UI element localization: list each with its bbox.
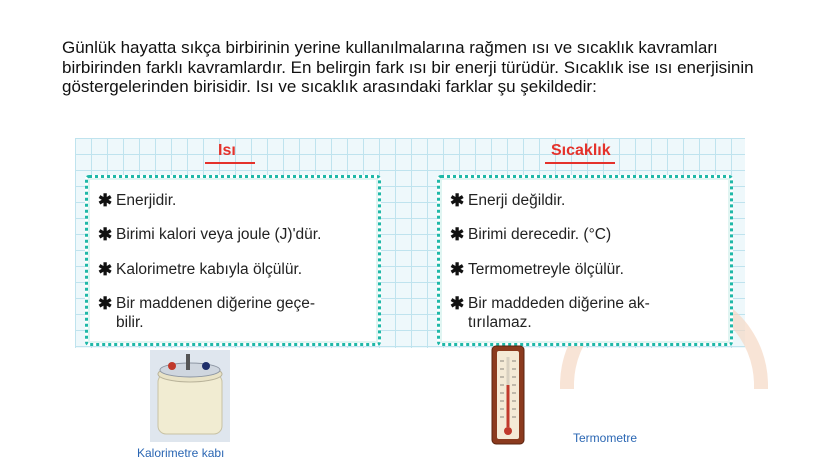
bullet-icon: ✱ [450, 191, 465, 210]
bullet-icon: ✱ [98, 225, 113, 244]
list-item: ✱ Enerji değildir. [450, 191, 566, 210]
calorimeter-image [150, 350, 230, 442]
temperature-heading: Sıcaklık [551, 142, 611, 159]
list-item: ✱ Bir maddeden diğerine ak- tırılamaz. [450, 294, 650, 331]
list-item: ✱ Kalorimetre kabıyla ölçülür. [98, 260, 303, 279]
bullet-icon: ✱ [450, 260, 465, 279]
heat-heading-underline [205, 162, 255, 164]
bullet-icon: ✱ [98, 294, 113, 313]
list-item: ✱ Termometreyle ölçülür. [450, 260, 624, 279]
bullet-icon: ✱ [450, 294, 465, 313]
list-item: ✱ Birimi kalori veya joule (J)'dür. [98, 225, 322, 244]
temperature-card [437, 175, 733, 346]
temperature-heading-underline [545, 162, 615, 164]
intro-paragraph: Günlük hayatta sıkça birbirinin yerine kullanılmalarına rağmen ısı ve sıcaklık kavramları birbirinden farklı kavramlardır. En belirgin fark ısı bir enerji türüdür. Sıcaklık ise ısı enerjisinin göstergelerinden birisidir. Isı ve sıcaklık arasındaki farklar şu şekildedir: [62, 38, 754, 96]
heat-card [85, 175, 381, 346]
thermometer-image [491, 345, 525, 445]
list-item: ✱ Bir maddenen diğerine geçe- bilir. [98, 294, 316, 331]
thermometer-caption: Termometre [573, 431, 638, 445]
list-item: ✱ Birimi derecedir. (°C) [450, 225, 612, 244]
list-item: ✱ Enerjidir. [98, 191, 177, 210]
heat-heading: Isı [218, 142, 236, 159]
bullet-icon: ✱ [450, 225, 465, 244]
calorimeter-caption: Kalorimetre kabı [137, 446, 225, 460]
bullet-icon: ✱ [98, 191, 113, 210]
bullet-icon: ✱ [98, 260, 113, 279]
